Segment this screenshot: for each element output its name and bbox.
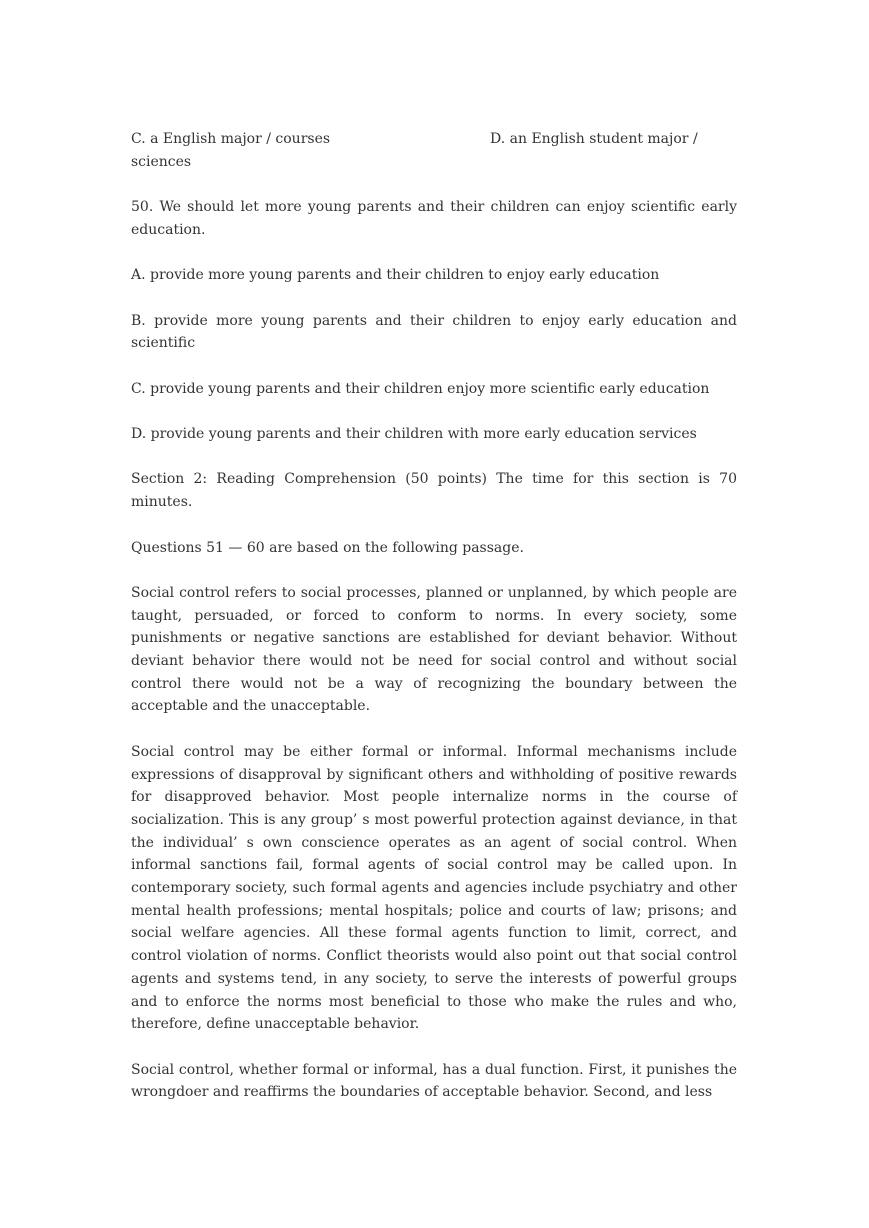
passage-paragraph-2: Social control may be either formal or informal. Informal mechanisms include expressions of disapproval by significant others and withholding of positive rewards for disapproved behavior. Most people internalize norms in the course of socialization. This is any group’ s most powerful protection against deviance, in that the individual’ s own conscience operates as an agent of social control. When informal sanctions fail, formal agents of social control may be called upon. In contemporary society, such formal agents and agencies include psychiatry and other mental health professions; mental hospitals; police and courts of law; prisons; and social welfare agencies. All these formal agents function to limit, correct, and control violation of norms. Conflict theorists would also point out that social control agents and systems tend, in any society, to serve the interests of powerful groups and to enforce the norms most beneficial to those who make the rules and who, therefore, define unacceptable behavior. (131, 743, 737, 1033)
question-50: 50. We should let more young parents and their children can enjoy scientific early education. (131, 199, 737, 238)
question-50-option-d: D. provide young parents and their children with more early education services (131, 426, 697, 443)
document-page (131, 128, 737, 1127)
section-heading: Section 2: Reading Comprehension (50 points) The time for this section is 70 minutes. (131, 471, 737, 511)
passage-paragraph-1: Social control refers to social processes, planned or unplanned, by which people are taught, persuaded, or forced to conform to norms. In every society, some punishments or negative sanctions are established for deviant behavior. Without deviant behavior there would not be need for social control and without social control there would not be a way of recognizing the boundary between the acceptable and the unacceptable. (131, 584, 737, 715)
question-49-options (131, 128, 737, 151)
passage-paragraph-3: Social control, whether formal or informal, has a dual function. First, it punishes the wrongdoer and reaffirms the boundaries of acceptable behavior. Second, and less (131, 1061, 737, 1101)
option-d-continuation: sciences (131, 153, 192, 170)
section-instruction: Questions 51 — 60 are based on the following passage. (131, 539, 524, 556)
option-c: C. a English major / courses (131, 131, 331, 147)
question-50-option-c: C. provide young parents and their children enjoy more scientific early education (131, 380, 710, 397)
option-d: D. an English student major / (490, 131, 698, 147)
question-50-option-a: A. provide more young parents and their children to enjoy early education (131, 267, 660, 284)
question-50-option-b: B. provide more young parents and their children to enjoy early education and scientific (131, 312, 737, 352)
